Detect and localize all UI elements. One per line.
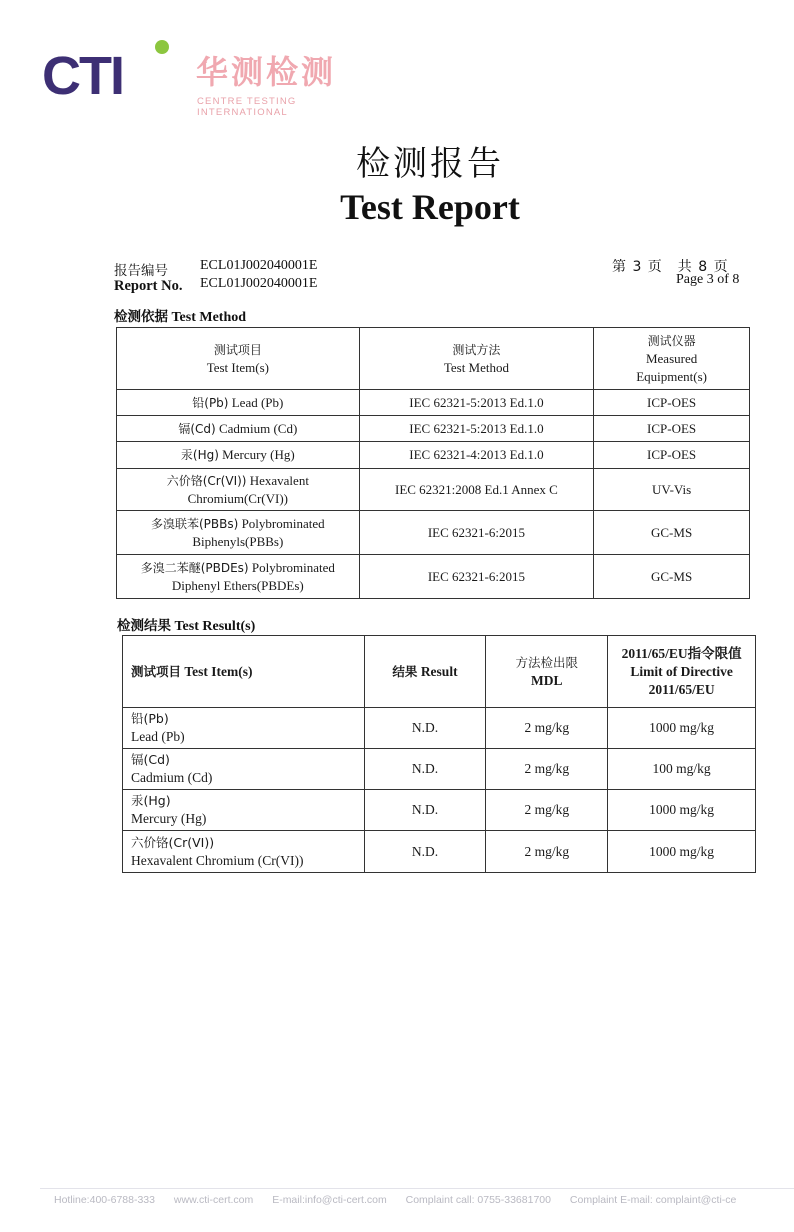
header-test-item: 测试项目 Test Item(s)	[123, 636, 365, 708]
table-row: 六价铬(Cr(VI)) Hexavalent Chromium (Cr(VI)) N.D. 2 mg/kg 1000 mg/kg	[123, 831, 756, 873]
test-method-heading	[114, 305, 246, 326]
report-no-label-en: Report No.	[114, 278, 183, 294]
footer-hotline: Hotline:400-6788-333	[54, 1194, 155, 1206]
company-logo	[42, 38, 342, 118]
logo-mark: CTI	[42, 46, 123, 106]
test-result-table	[122, 635, 756, 873]
header-equipment: 测试仪器 Measured Equipment(s)	[594, 328, 750, 390]
title-chinese: 检测报告	[356, 144, 504, 184]
footer-complaint-call: Complaint call: 0755-33681700	[405, 1194, 551, 1206]
header-test-item: 测试项目 Test Item(s)	[117, 328, 360, 390]
table-row: 汞(Hg) Mercury (Hg) N.D. 2 mg/kg 1000 mg/kg	[123, 790, 756, 831]
test-result-heading	[117, 614, 255, 635]
header-test-method: 测试方法 Test Method	[359, 328, 594, 390]
test-result-heading-en: Test Result(s)	[174, 619, 256, 634]
table-row: 多溴联苯(PBBs) Polybrominated Biphenyls(PBBs) IEC 62321-6:2015 GC-MS	[117, 511, 750, 555]
table-row: 多溴二苯醚(PBDEs) Polybrominated Diphenyl Ethers(PBDEs) IEC 62321-6:2015 GC-MS	[117, 555, 750, 599]
table-row: 镉(Cd) Cadmium (Cd) N.D. 2 mg/kg 100 mg/kg	[123, 749, 756, 790]
report-no-value-cn: ECL01J002040001E	[200, 258, 318, 273]
footer	[54, 1194, 794, 1206]
footer-complaint-email: Complaint E-mail: complaint@cti-ce	[569, 1194, 737, 1206]
test-method-table	[116, 327, 750, 599]
header-limit: 2011/65/EU指令限值 Limit of Directive 2011/65/EU	[608, 636, 756, 708]
header-result: 结果 Result	[364, 636, 486, 708]
footer-divider	[40, 1188, 794, 1189]
table-row: 铅(Pb) Lead (Pb) IEC 62321-5:2013 Ed.1.0 ICP-OES	[117, 390, 750, 416]
test-result-heading-cn: 检测结果	[117, 618, 171, 634]
test-method-heading-en: Test Method	[171, 310, 247, 325]
page-number-en: Page 3 of 8	[676, 272, 740, 287]
table-row: 六价铬(Cr(VI)) Hexavalent Chromium(Cr(VI)) IEC 62321:2008 Ed.1 Annex C UV-Vis	[117, 469, 750, 511]
report-no-label-cn: 报告编号	[114, 263, 168, 279]
table-row: 镉(Cd) Cadmium (Cd) IEC 62321-5:2013 Ed.1.0 ICP-OES	[117, 416, 750, 442]
test-method-heading-cn: 检测依据	[114, 309, 168, 325]
table-header-row	[117, 328, 750, 390]
table-header-row	[123, 636, 756, 708]
table-row: 汞(Hg) Mercury (Hg) IEC 62321-4:2013 Ed.1.0 ICP-OES	[117, 442, 750, 469]
logo-dot-icon	[155, 40, 169, 54]
footer-website: www.cti-cert.com	[173, 1194, 254, 1206]
logo-chinese-name: 华测检测	[196, 53, 337, 91]
header-mdl: 方法检出限 MDL	[486, 636, 608, 708]
page-number-cn: 第 3 页 共 8 页	[612, 259, 729, 275]
logo-english-name: CENTRE TESTING INTERNATIONAL	[197, 96, 297, 118]
title-english: Test Report	[340, 187, 520, 227]
footer-email: E-mail:info@cti-cert.com	[272, 1194, 387, 1206]
table-row: 铅(Pb) Lead (Pb) N.D. 2 mg/kg 1000 mg/kg	[123, 708, 756, 749]
report-no-value-en: ECL01J002040001E	[200, 276, 318, 291]
